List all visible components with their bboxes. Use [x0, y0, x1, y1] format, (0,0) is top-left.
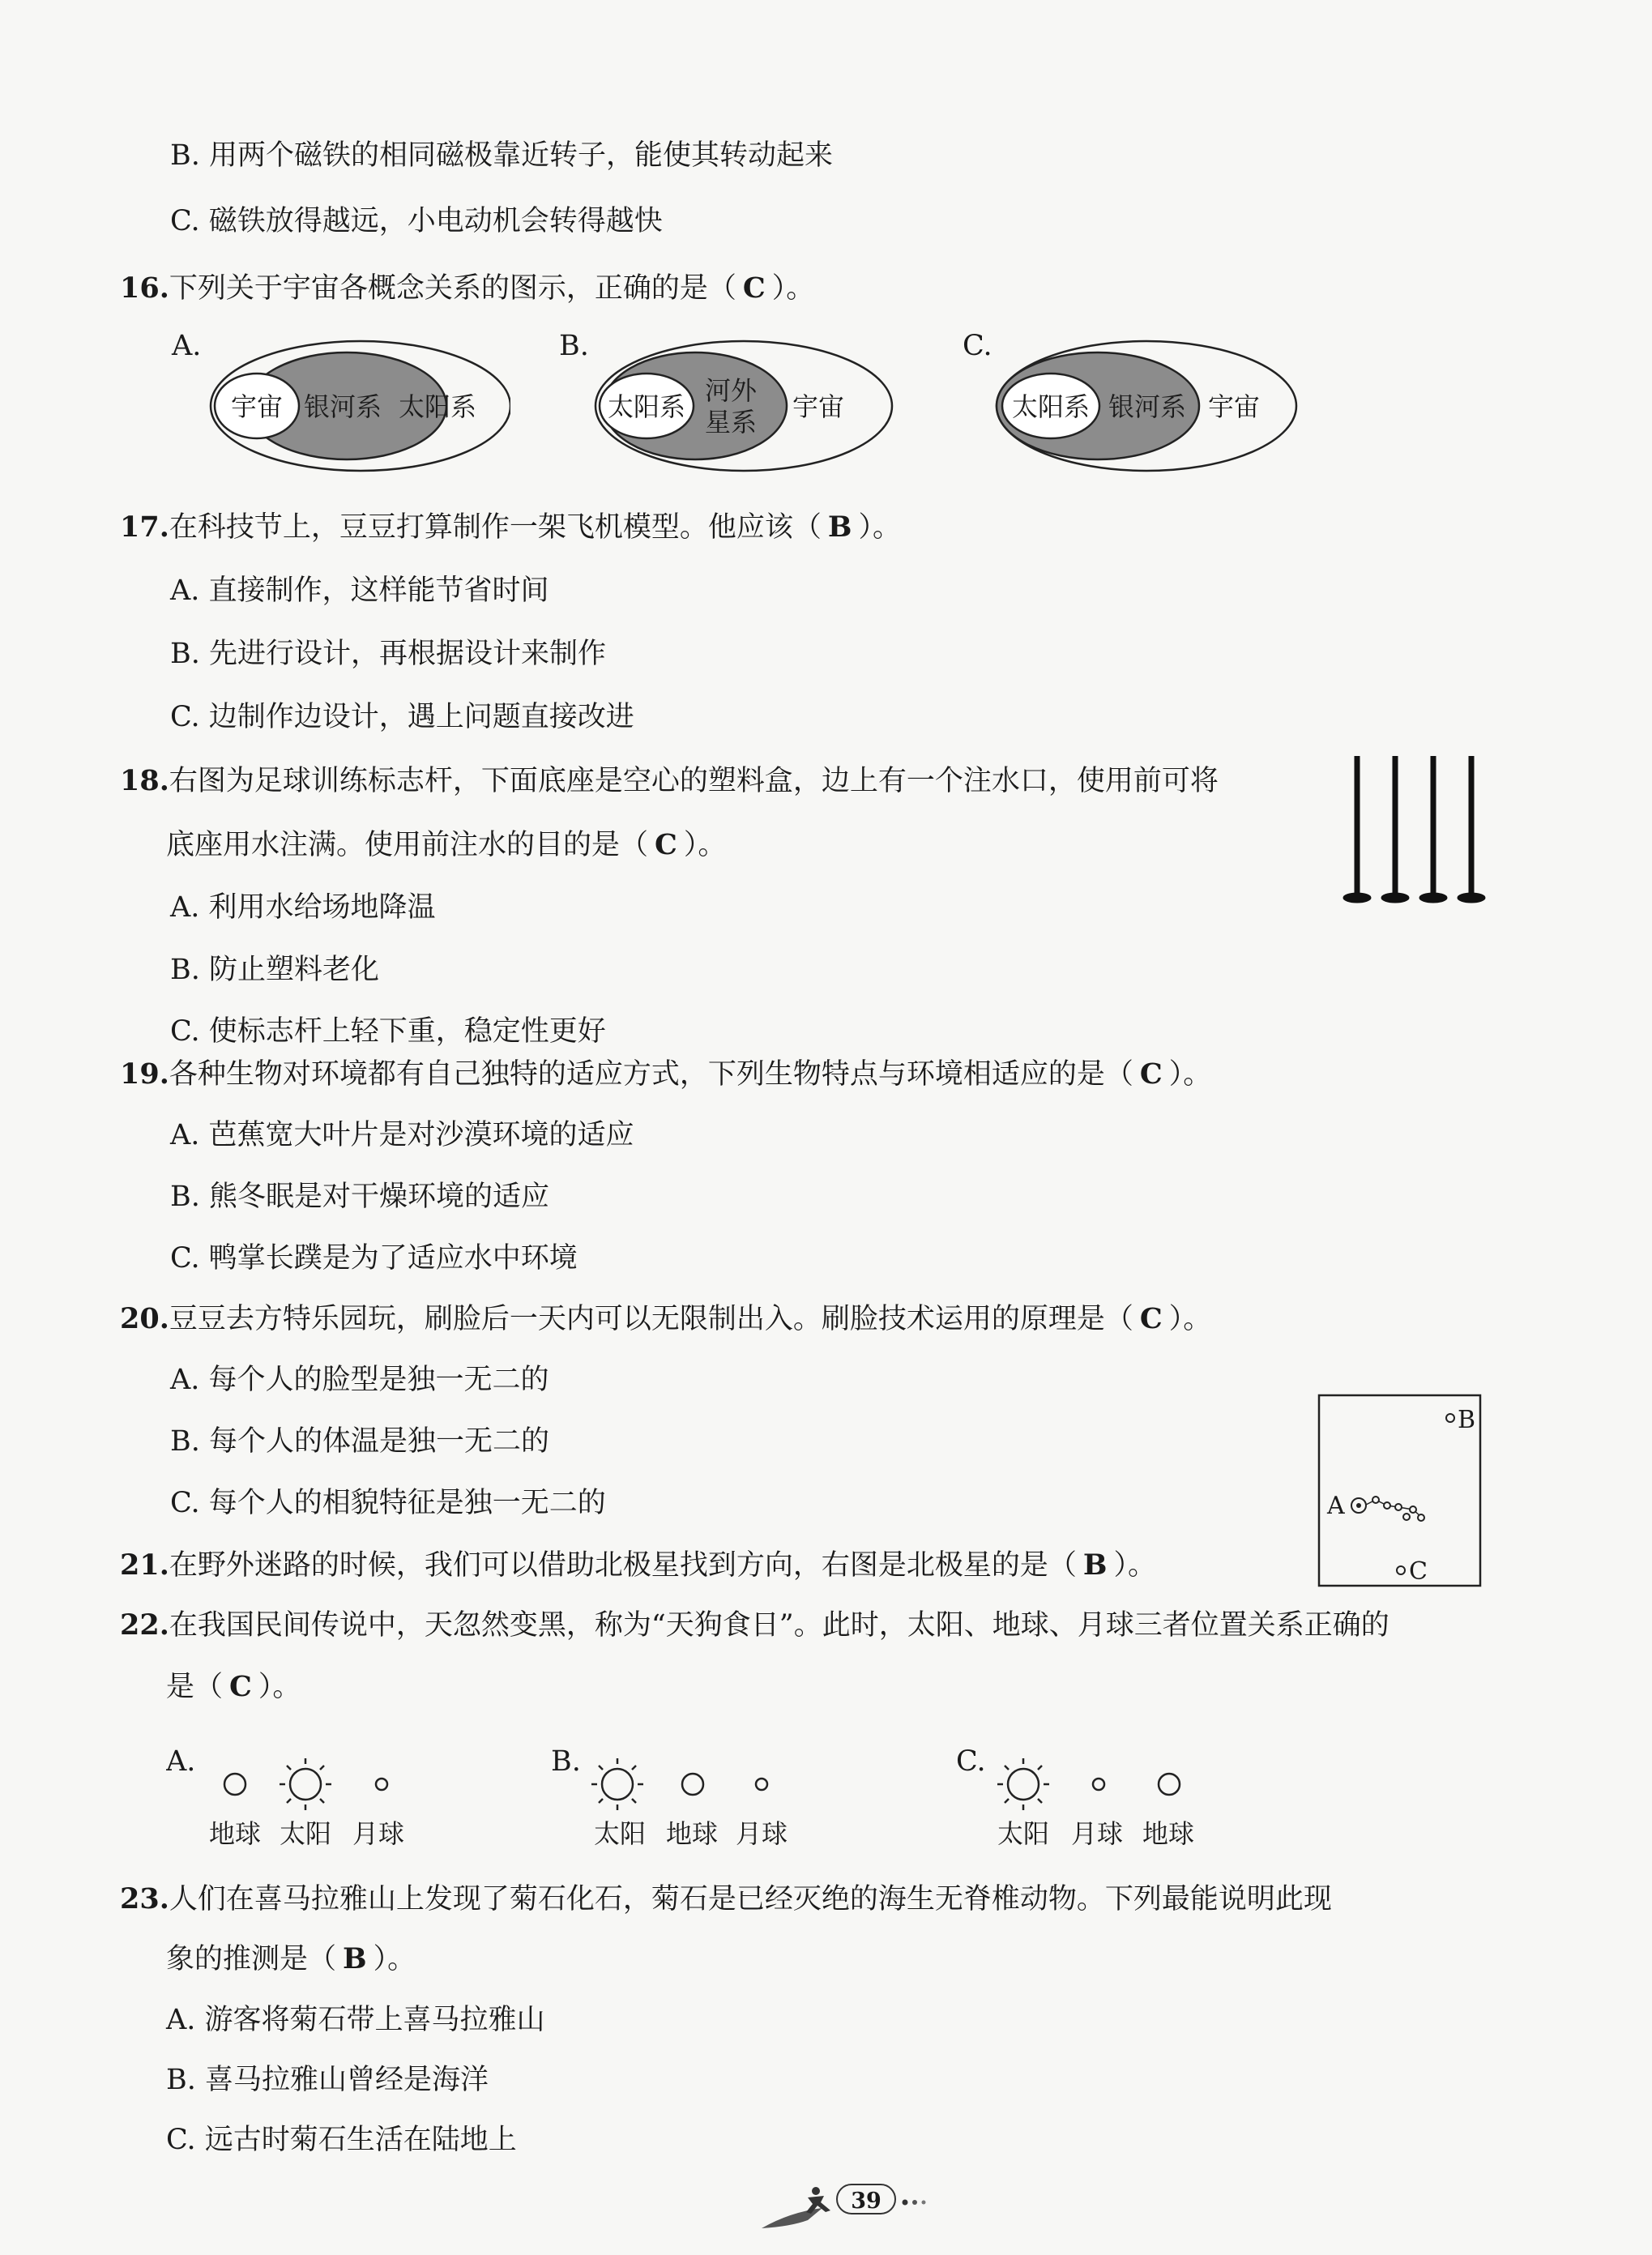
q16-c-middle-label: 银河系 [1108, 391, 1187, 422]
q20-number: 20. [120, 1302, 169, 1335]
q16-text: 下列关于宇宙各概念关系的图示，正确的是（ [169, 272, 736, 305]
q23-text-1: 人们在喜马拉雅山上发现了菊石化石，菊石是已经灭绝的海生无脊椎动物。下列最能说明此现 [169, 1883, 1332, 1915]
constellation-star [1372, 1497, 1379, 1503]
q17-stem [120, 510, 902, 544]
q16-c-inner-label: 太阳系 [1011, 391, 1091, 422]
q16-diagram-b-label: B. [559, 331, 589, 362]
q17-number: 17. [120, 510, 169, 544]
q23-stem-line-1 [120, 1882, 1332, 1915]
q22-stem-line-2 [166, 1672, 301, 1702]
q19-number: 19. [120, 1057, 169, 1091]
q23-option-c: C. 远古时菊石生活在陆地上 [166, 2124, 517, 2156]
page-footer [758, 2180, 952, 2244]
q19-text: 各种生物对环境都有自己独特的适应方式，下列生物特点与环境相适应的是（ [169, 1058, 1133, 1091]
q19-option-c: C. 鸭掌长蹼是为了适应水中环境 [170, 1242, 578, 1275]
q22-a-label-3: 月球 [352, 1818, 405, 1849]
q18-number: 18. [120, 764, 169, 797]
earth-icon [224, 1774, 245, 1795]
marker-pole [1381, 756, 1409, 903]
q23-answer: B [343, 1942, 367, 1975]
marker-poles-figure [1335, 750, 1497, 912]
q16-number: 16. [120, 271, 169, 305]
q18-option-c: C. 使标志杆上轻下重，稳定性更好 [170, 1015, 606, 1048]
q16-a-outer-label: 太阳系 [398, 391, 477, 422]
q17-text: 在科技节上，豆豆打算制作一架飞机模型。他应该（ [169, 511, 822, 544]
q16-b-inner-label: 太阳系 [607, 391, 686, 422]
q22-answer: C [229, 1670, 252, 1703]
q16-answer: C [742, 271, 766, 305]
marker-pole [1343, 756, 1371, 903]
q21-close: ）。 [1113, 1549, 1157, 1582]
q22-text-2: 是（ [166, 1671, 224, 1703]
sun-icon [280, 1758, 331, 1810]
moon-icon [756, 1779, 767, 1790]
q22-option-c-figure [956, 1742, 1215, 1856]
star-c-label: C [1409, 1557, 1428, 1586]
q15-option-b: B. 用两个磁铁的相同磁极靠近转子，能使其转动起来 [170, 139, 833, 172]
q18-stem-line-2 [166, 828, 727, 861]
q16-diagram-a [170, 331, 510, 476]
q22-text-1: 在我国民间传说中，天忽然变黑，称为“天狗食日”。此时，太阳、地球、月球三者位置关系正确的 [169, 1609, 1389, 1642]
q22-number: 22. [120, 1608, 169, 1642]
q16-a-middle-label: 银河系 [303, 391, 382, 422]
q23-number: 23. [120, 1882, 169, 1915]
star-b [1446, 1414, 1454, 1422]
q16-b-outer-label: 宇宙 [792, 391, 845, 422]
q19-answer: C [1139, 1057, 1163, 1091]
q23-text-2: 象的推测是（ [166, 1943, 337, 1975]
star-a-center [1356, 1503, 1361, 1508]
footer-dot [903, 2200, 908, 2206]
moon-icon [376, 1779, 387, 1790]
q19-stem [120, 1057, 1212, 1091]
q16-b-middle-label-1: 河外 [704, 375, 758, 406]
q22-option-a-label: A. [166, 1745, 196, 1778]
q21-number: 21. [120, 1548, 169, 1582]
moon-icon [1093, 1779, 1104, 1790]
q22-b-label-3: 月球 [735, 1818, 788, 1849]
q17-answer: B [827, 510, 852, 544]
q18-close: ）。 [683, 829, 727, 861]
page-number: 39 [851, 2189, 881, 2214]
q23-option-a: A. 游客将菊石带上喜马拉雅山 [166, 2004, 545, 2036]
q22-option-b-figure [551, 1742, 810, 1856]
q18-text-2: 底座用水注满。使用前注水的目的是（ [166, 829, 649, 861]
marker-pole [1458, 756, 1485, 903]
constellation-star [1384, 1502, 1390, 1509]
q18-option-b: B. 防止塑料老化 [170, 954, 379, 986]
q21-text: 在野外迷路的时候，我们可以借助北极星找到方向，右图是北极星的是（ [169, 1549, 1077, 1582]
marker-pole [1419, 756, 1447, 903]
q16-diagram-c-label: C. [963, 331, 992, 362]
q22-c-label-1: 太阳 [997, 1818, 1050, 1849]
q22-close: ）。 [258, 1671, 301, 1703]
q18-answer: C [655, 828, 677, 861]
constellation-star [1403, 1514, 1410, 1520]
q16-c-outer-label: 宇宙 [1207, 391, 1261, 422]
north-star-figure [1317, 1394, 1483, 1592]
q19-close: ）。 [1168, 1058, 1212, 1091]
q22-option-a-figure [166, 1742, 433, 1856]
q20-text: 豆豆去方特乐园玩，刷脸后一天内可以无限制出入。刷脸技术运用的原理是（ [169, 1303, 1133, 1335]
star-c [1397, 1566, 1405, 1574]
q21-answer: B [1082, 1548, 1108, 1582]
q16-diagram-a-label: A. [172, 331, 202, 362]
q21-stem [120, 1548, 1157, 1582]
q20-close: ）。 [1168, 1303, 1212, 1335]
constellation-star [1410, 1506, 1416, 1513]
earth-icon [1159, 1774, 1180, 1795]
q17-option-a: A. 直接制作，这样能节省时间 [170, 574, 549, 607]
constellation-star [1395, 1504, 1402, 1510]
q18-option-a: A. 利用水给场地降温 [170, 891, 436, 924]
q16-diagram-b [559, 331, 899, 476]
sun-icon [997, 1758, 1049, 1810]
q22-a-label-2: 太阳 [279, 1818, 332, 1849]
q23-option-b: B. 喜马拉雅山曾经是海洋 [166, 2064, 489, 2096]
q22-option-b-label: B. [551, 1745, 581, 1778]
q16-a-inner-label: 宇宙 [230, 391, 284, 422]
q19-option-b: B. 熊冬眠是对干燥环境的适应 [170, 1181, 549, 1213]
q19-option-a: A. 芭蕉宽大叶片是对沙漠环境的适应 [170, 1119, 634, 1151]
q22-b-label-2: 地球 [665, 1818, 719, 1849]
q20-stem [120, 1302, 1212, 1335]
q22-c-label-2: 月球 [1070, 1818, 1124, 1849]
q18-stem-line-1 [120, 764, 1219, 797]
star-map-frame [1319, 1395, 1480, 1586]
q22-a-label-1: 地球 [208, 1818, 262, 1849]
q22-option-c-label: C. [956, 1745, 986, 1778]
q22-c-label-3: 地球 [1142, 1818, 1195, 1849]
q20-answer: C [1139, 1302, 1163, 1335]
q20-option-a: A. 每个人的脸型是独一无二的 [170, 1364, 549, 1396]
q17-option-c: C. 边制作边设计，遇上问题直接改进 [170, 701, 634, 733]
q23-stem-line-2 [166, 1942, 416, 1975]
footer-dot [922, 2201, 926, 2205]
q16-diagram-c [963, 331, 1303, 476]
q17-close: ）。 [858, 511, 902, 544]
constellation-star [1418, 1514, 1424, 1521]
star-a-label: A [1327, 1492, 1345, 1520]
q16-stem [120, 271, 815, 305]
q22-stem-line-1 [120, 1608, 1389, 1642]
q16-close: ）。 [771, 272, 815, 305]
q16-b-middle-label-2: 星系 [704, 407, 758, 438]
earth-icon [682, 1774, 703, 1795]
q18-text-1: 右图为足球训练标志杆，下面底座是空心的塑料盒，边上有一个注水口，使用前可将 [169, 765, 1219, 797]
q20-option-b: B. 每个人的体温是独一无二的 [170, 1425, 549, 1458]
q15-option-c: C. 磁铁放得越远，小电动机会转得越快 [170, 205, 663, 237]
star-b-label: B [1458, 1406, 1476, 1434]
q23-close: ）。 [373, 1943, 416, 1975]
footer-swoosh-icon [762, 2208, 822, 2228]
q20-option-c: C. 每个人的相貌特征是独一无二的 [170, 1487, 606, 1519]
footer-dot [912, 2200, 917, 2205]
q17-option-b: B. 先进行设计，再根据设计来制作 [170, 638, 606, 670]
sun-icon [591, 1758, 643, 1810]
q22-b-label-1: 太阳 [593, 1818, 647, 1849]
